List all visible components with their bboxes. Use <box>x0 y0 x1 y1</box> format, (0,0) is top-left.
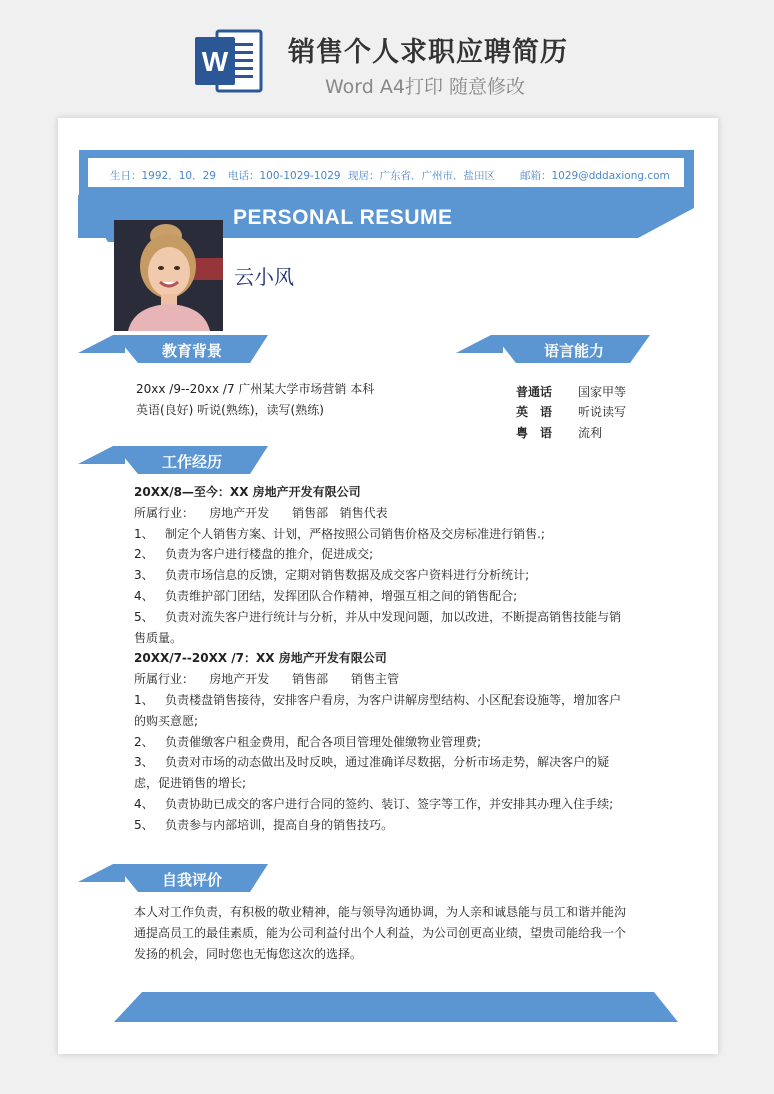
language-name: 英 语 <box>516 405 553 419</box>
avatar <box>114 220 223 331</box>
job-duty: 2、 负责为客户进行楼盘的推介，促进成交; <box>134 547 374 562</box>
education-line-2: 英语(良好) 听说(熟练)，读写(熟练) <box>136 403 324 417</box>
job-duty-cont: 虑，促进销售的增长; <box>134 776 247 791</box>
language-level: 国家甲等 <box>578 385 627 399</box>
education-line-1: 20xx /9--20xx /7 广州某大学市场营销 本科 <box>136 382 375 396</box>
language-name: 粤 语 <box>516 426 553 440</box>
top-banner <box>0 0 774 112</box>
resume-page <box>58 118 718 1054</box>
self-eval-line: 本人对工作负责，有积极的敬业精神，能与领导沟通协调，为人亲和诚恳能与员工和谐并能沟 <box>134 905 627 919</box>
job-duty: 3、 负责市场信息的反馈，定期对销售数据及成交客户资料进行分析统计; <box>134 568 530 583</box>
job-duty: 4、 负责协助已成交的客户进行合同的签约、装订、签字等工作，并安排其办理入住手续; <box>134 796 614 811</box>
job-duty: 4、 负责维护部门团结，发挥团队合作精神，增强互相之间的销售配合; <box>134 588 518 603</box>
banner-title: 销售个人求职应聘简历 <box>288 37 568 68</box>
svg-text:W: W <box>201 46 229 77</box>
job-duty: 2、 负责催缴客户租金费用，配合各项目管理处催缴物业管理费; <box>134 734 482 749</box>
banner-subtitle: Word A4打印 随意修改 <box>325 76 526 98</box>
self-eval-line: 发扬的机会，同时您也无悔您这次的选择。 <box>134 947 363 961</box>
job-duty: 1、 负责楼盘销售接待，安排客户看房，为客户讲解房型结构、小区配套设施等，增加客户 <box>134 692 622 707</box>
job-duty: 5、 负责参与内部培训，提高自身的销售技巧。 <box>134 817 394 832</box>
job-duty: 3、 负责对市场的动态做出及时反映，通过准确详尽数据，分析市场走势，解决客户的疑 <box>134 755 610 770</box>
job-industry: 所属行业： 房地产开发 销售部 销售代表 <box>134 505 388 520</box>
contact-birth: 生日：1992．10．29 <box>110 170 216 182</box>
section-title-education: 教育背景 <box>162 342 223 360</box>
self-evaluation <box>134 902 654 965</box>
job-industry: 所属行业： 房地产开发 销售部 销售主管 <box>134 672 400 687</box>
language-level: 流利 <box>578 426 603 440</box>
work-experience <box>134 482 654 836</box>
contact-email: 邮箱：1029@dddaxiong.com <box>520 170 670 182</box>
name: 云小风 <box>234 265 294 289</box>
section-title-self-eval: 自我评价 <box>162 871 223 889</box>
job-duty-cont: 售质量。 <box>134 630 183 645</box>
self-eval-line: 通提高员工的最佳素质，能为公司利益付出个人利益，为公司创更高业绩，望贵司能给我一个 <box>134 926 627 940</box>
language-row <box>516 424 602 441</box>
resume-title: PERSONAL RESUME <box>233 206 453 229</box>
job-duty: 5、 负责对流失客户进行统计与分析，并从中发现问题，加以改进，不断提高销售技能与销 <box>134 609 622 624</box>
language-name: 普通话 <box>516 385 553 399</box>
job-duty-cont: 的购买意愿; <box>134 713 199 728</box>
language-level: 听说读写 <box>578 405 627 419</box>
language-row <box>516 403 626 420</box>
contact-phone: 电话：100-1029-1029 <box>228 170 341 182</box>
job-header: 20XX/8—至今：XX 房地产开发有限公司 <box>134 485 361 499</box>
section-title-work: 工作经历 <box>162 453 223 471</box>
job-duty: 1、 制定个人销售方案、计划，严格按照公司销售价格及交房标准进行销售.; <box>134 526 545 541</box>
job-header: 20XX/7--20XX /7：XX 房地产开发有限公司 <box>134 651 387 666</box>
section-title-language: 语言能力 <box>544 342 605 360</box>
word-icon <box>193 25 265 97</box>
contact-address: 现居：广东省．广州市．盐田区 <box>348 170 495 182</box>
language-row <box>516 383 626 400</box>
